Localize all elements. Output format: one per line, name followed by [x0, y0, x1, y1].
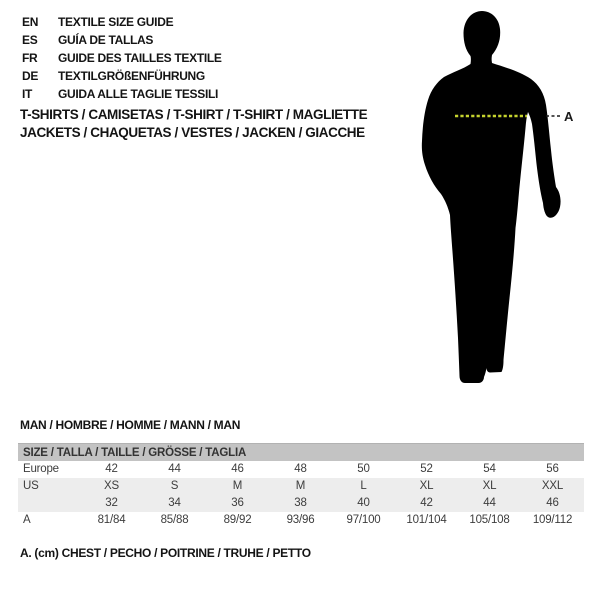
section-title-man: MAN / HOMBRE / HOMME / MANN / MAN	[20, 418, 241, 432]
language-label: GUÍA DE TALLAS	[58, 33, 154, 47]
row-label: A	[23, 514, 31, 526]
size-table-row-chest	[18, 512, 584, 529]
language-label: TEXTILGRÖßENFÜHRUNG	[58, 69, 205, 83]
garment-categories	[20, 106, 367, 141]
size-cell: 32	[105, 497, 118, 509]
size-cell: S	[170, 480, 179, 492]
size-cell: L	[360, 480, 367, 492]
size-cell: 56	[546, 463, 559, 475]
measure-label-a: A	[564, 109, 574, 124]
size-cell: 54	[483, 463, 496, 475]
size-table	[18, 443, 584, 529]
language-code: FR	[22, 51, 38, 65]
language-label: GUIDA ALLE TAGLIE TESSILI	[58, 87, 219, 101]
language-code: DE	[22, 69, 39, 83]
size-cell: M	[295, 480, 306, 492]
language-row-it	[22, 85, 222, 103]
size-cell: 46	[546, 497, 559, 509]
category-line-jackets: JACKETS / CHAQUETAS / VESTES / JACKEN / GIACCHE	[20, 124, 365, 140]
language-label: TEXTILE SIZE GUIDE	[58, 15, 174, 29]
size-cell: XL	[482, 480, 497, 492]
size-cell: 50	[357, 463, 370, 475]
language-code: IT	[22, 87, 33, 101]
size-cell: 38	[294, 497, 307, 509]
size-cell: XL	[419, 480, 434, 492]
language-row-en	[22, 13, 222, 31]
row-label	[18, 495, 80, 512]
size-cell: 42	[105, 463, 118, 475]
size-cell: XXL	[541, 480, 564, 492]
size-table-header: SIZE / TALLA / TAILLE / GRÖSSE / TAGLIA	[18, 443, 584, 461]
language-row-fr	[22, 49, 222, 67]
size-cell: M	[232, 480, 243, 492]
size-cell: 81/84	[97, 514, 126, 526]
language-code: EN	[22, 15, 39, 29]
measurement-footnote: A. (cm) CHEST / PECHO / POITRINE / TRUHE / PETTO	[20, 546, 311, 560]
size-cell: XS	[104, 480, 119, 492]
language-label: GUIDE DES TAILLES TEXTILE	[58, 51, 222, 65]
size-cell: 44	[168, 463, 181, 475]
row-label: Europe	[23, 463, 59, 475]
size-cell: 89/92	[223, 514, 252, 526]
category-line-tshirts: T-SHIRTS / CAMISETAS / T-SHIRT / T-SHIRT / MAGLIETTE	[20, 107, 368, 122]
size-cell: 97/100	[346, 514, 381, 526]
size-cell: 93/96	[286, 514, 315, 526]
language-code: ES	[22, 33, 38, 47]
size-cell: 36	[231, 497, 244, 509]
size-table-row-us	[18, 478, 584, 495]
language-row-de	[22, 67, 222, 85]
size-cell: 34	[168, 497, 181, 509]
row-label: US	[23, 480, 39, 492]
size-cell: 42	[420, 497, 433, 509]
size-cell: 109/112	[532, 514, 573, 526]
man-silhouette-body	[422, 11, 561, 383]
size-cell: 40	[357, 497, 370, 509]
size-cell: 46	[231, 463, 244, 475]
size-table-row-europe	[18, 461, 584, 478]
size-cell: 44	[483, 497, 496, 509]
size-cell: 52	[420, 463, 433, 475]
man-silhouette	[415, 0, 580, 390]
size-cell: 85/88	[160, 514, 189, 526]
size-table-row-us-numeric	[18, 495, 584, 512]
man-silhouette-figure	[415, 0, 580, 390]
size-cell: 101/104	[406, 514, 447, 526]
size-cell: 48	[294, 463, 307, 475]
language-list	[22, 13, 222, 103]
language-row-es	[22, 31, 222, 49]
size-cell: 105/108	[469, 514, 510, 526]
